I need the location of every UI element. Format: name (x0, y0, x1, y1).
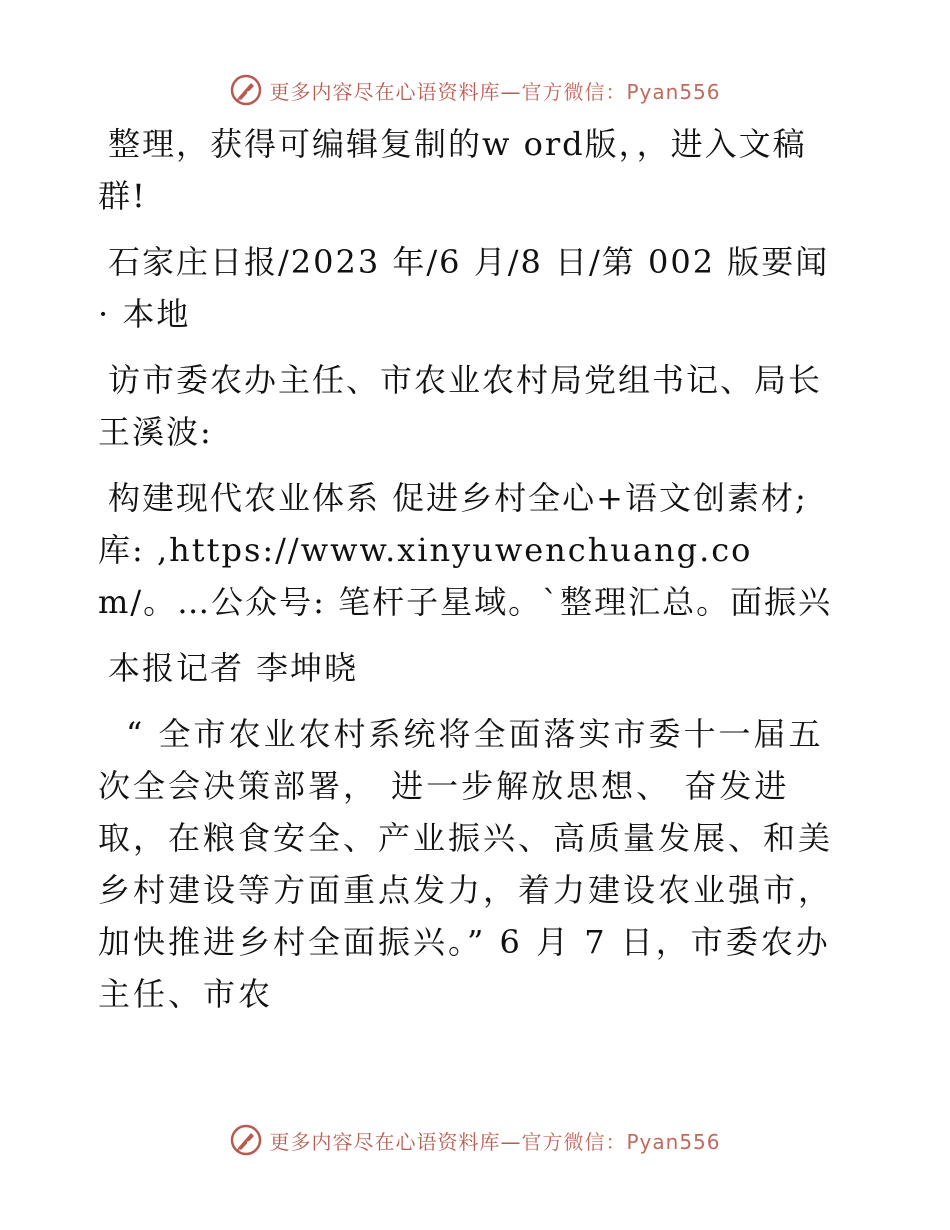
interview-subtitle: 访市委农办主任、市农业农村局党组书记、局长王溪波: (98, 361, 823, 451)
footer-watermark-text (269, 1126, 720, 1155)
footer-wechat-id: Pyan556 (626, 1129, 721, 1154)
body-paragraph: “ 全市农业农村系统将全面落实市委十一届五次全会决策部署， 进一步解放思想、 奋发进取，在粮食安全、产业振兴、高质量发展、和美乡村建设等方面重点发力，着力建设农业强市，加快推进乡村全面振兴。” 6 月 7 日，市委农办主任、市农 (98, 715, 834, 1013)
byline: 本报记者 李坤晓 (108, 649, 359, 687)
header-watermark-slogan: 更多内容尽在心语资料库— (269, 79, 522, 104)
pen-logo-icon (229, 73, 263, 107)
document-body (98, 118, 850, 1034)
footer-wechat-label: 官方微信： (521, 1129, 627, 1154)
header-watermark-banner (0, 70, 950, 110)
footer-watermark-banner (0, 1120, 950, 1160)
intro-paragraph: 整理，获得可编辑复制的w ord版，，进入文稿群! (98, 125, 807, 215)
article-headline: 构建现代农业体系 促进乡村全心+语文创素材;库: ,https://www.xinyuwenchuang.com/。…公众号: 笔杆子星域。`整理汇总。面振兴 (98, 479, 833, 621)
header-wechat-label: 官方微信： (521, 79, 627, 104)
header-wechat-id: Pyan556 (626, 79, 721, 104)
source-line: 石家庄日报/2023 年/6 月/8 日/第 002 版要闻 · 本地 (98, 243, 830, 333)
header-watermark-text (269, 76, 720, 105)
footer-watermark-slogan: 更多内容尽在心语资料库— (269, 1129, 522, 1154)
pen-logo-icon (229, 1123, 263, 1157)
